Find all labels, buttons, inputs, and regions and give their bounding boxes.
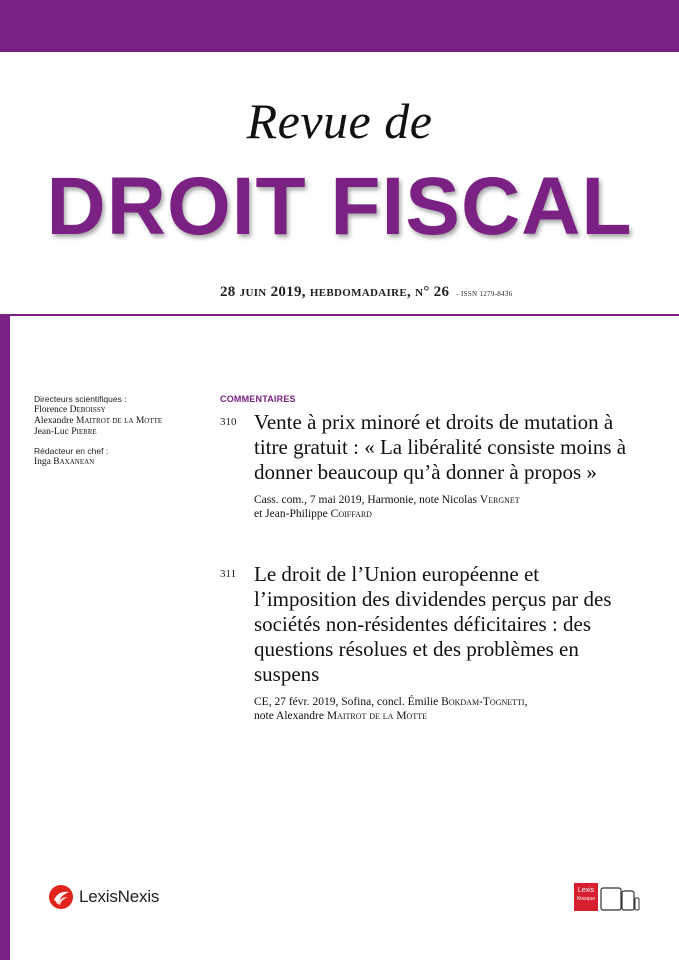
issue-date: 28 juin 2019, hebdomadaire, n° 26 [220,284,450,300]
kiosque-badge: Lexis Kiosque [574,883,598,911]
chief-editor-name: Inga Baxanean [34,457,95,467]
kiosque-logo [574,883,640,911]
article-entry[interactable] [220,410,640,521]
article-number: 311 [220,568,237,580]
director-name: Florence Deboissy [34,405,106,415]
article-title[interactable]: Vente à prix minoré et droits de mutation à titre gratuit : « La libéralité consiste moins à donner beaucoup qu’à donner à propos » [254,410,627,484]
publisher-logo [48,884,159,910]
section-label: COMMENTAIRES [220,394,296,404]
article-title[interactable]: Le droit de l’Union européenne et l’imposition des dividendes perçus par des sociétés non-résidentes déficitaires : des questions résolues et des problèmes en suspens [254,562,612,686]
top-color-band [0,0,679,52]
issn: - ISSN 1279-8436 [456,290,513,298]
masthead-subtitle: Revue de [246,93,433,149]
article-number: 310 [220,416,237,428]
publisher-name: LexisNexis [79,887,160,906]
director-name: Jean-Luc Pierre [34,427,97,437]
editorial-board [34,394,214,468]
directors-label: Directeurs scientifiques : [34,394,127,404]
header-separator [0,314,679,316]
article-reference: CE, 27 févr. 2019, Sofina, concl. Émilie Bokdam-Tognetti, note Alexandre Maitrot de la Motte [254,696,528,722]
article-reference: Cass. com., 7 mai 2019, Harmonie, note Nicolas Vergnet et Jean-Philippe Coiffard [254,494,520,520]
lexisnexis-icon [48,884,74,910]
masthead-title: DROIT FISCAL [46,161,633,252]
director-name: Alexandre Maitrot de la Motte [34,416,163,426]
issue-line [220,284,512,301]
chief-editor-label: Rédacteur en chef : [34,446,109,456]
article-entry[interactable] [220,562,640,723]
left-color-band [0,315,10,960]
devices-icon [600,887,640,911]
